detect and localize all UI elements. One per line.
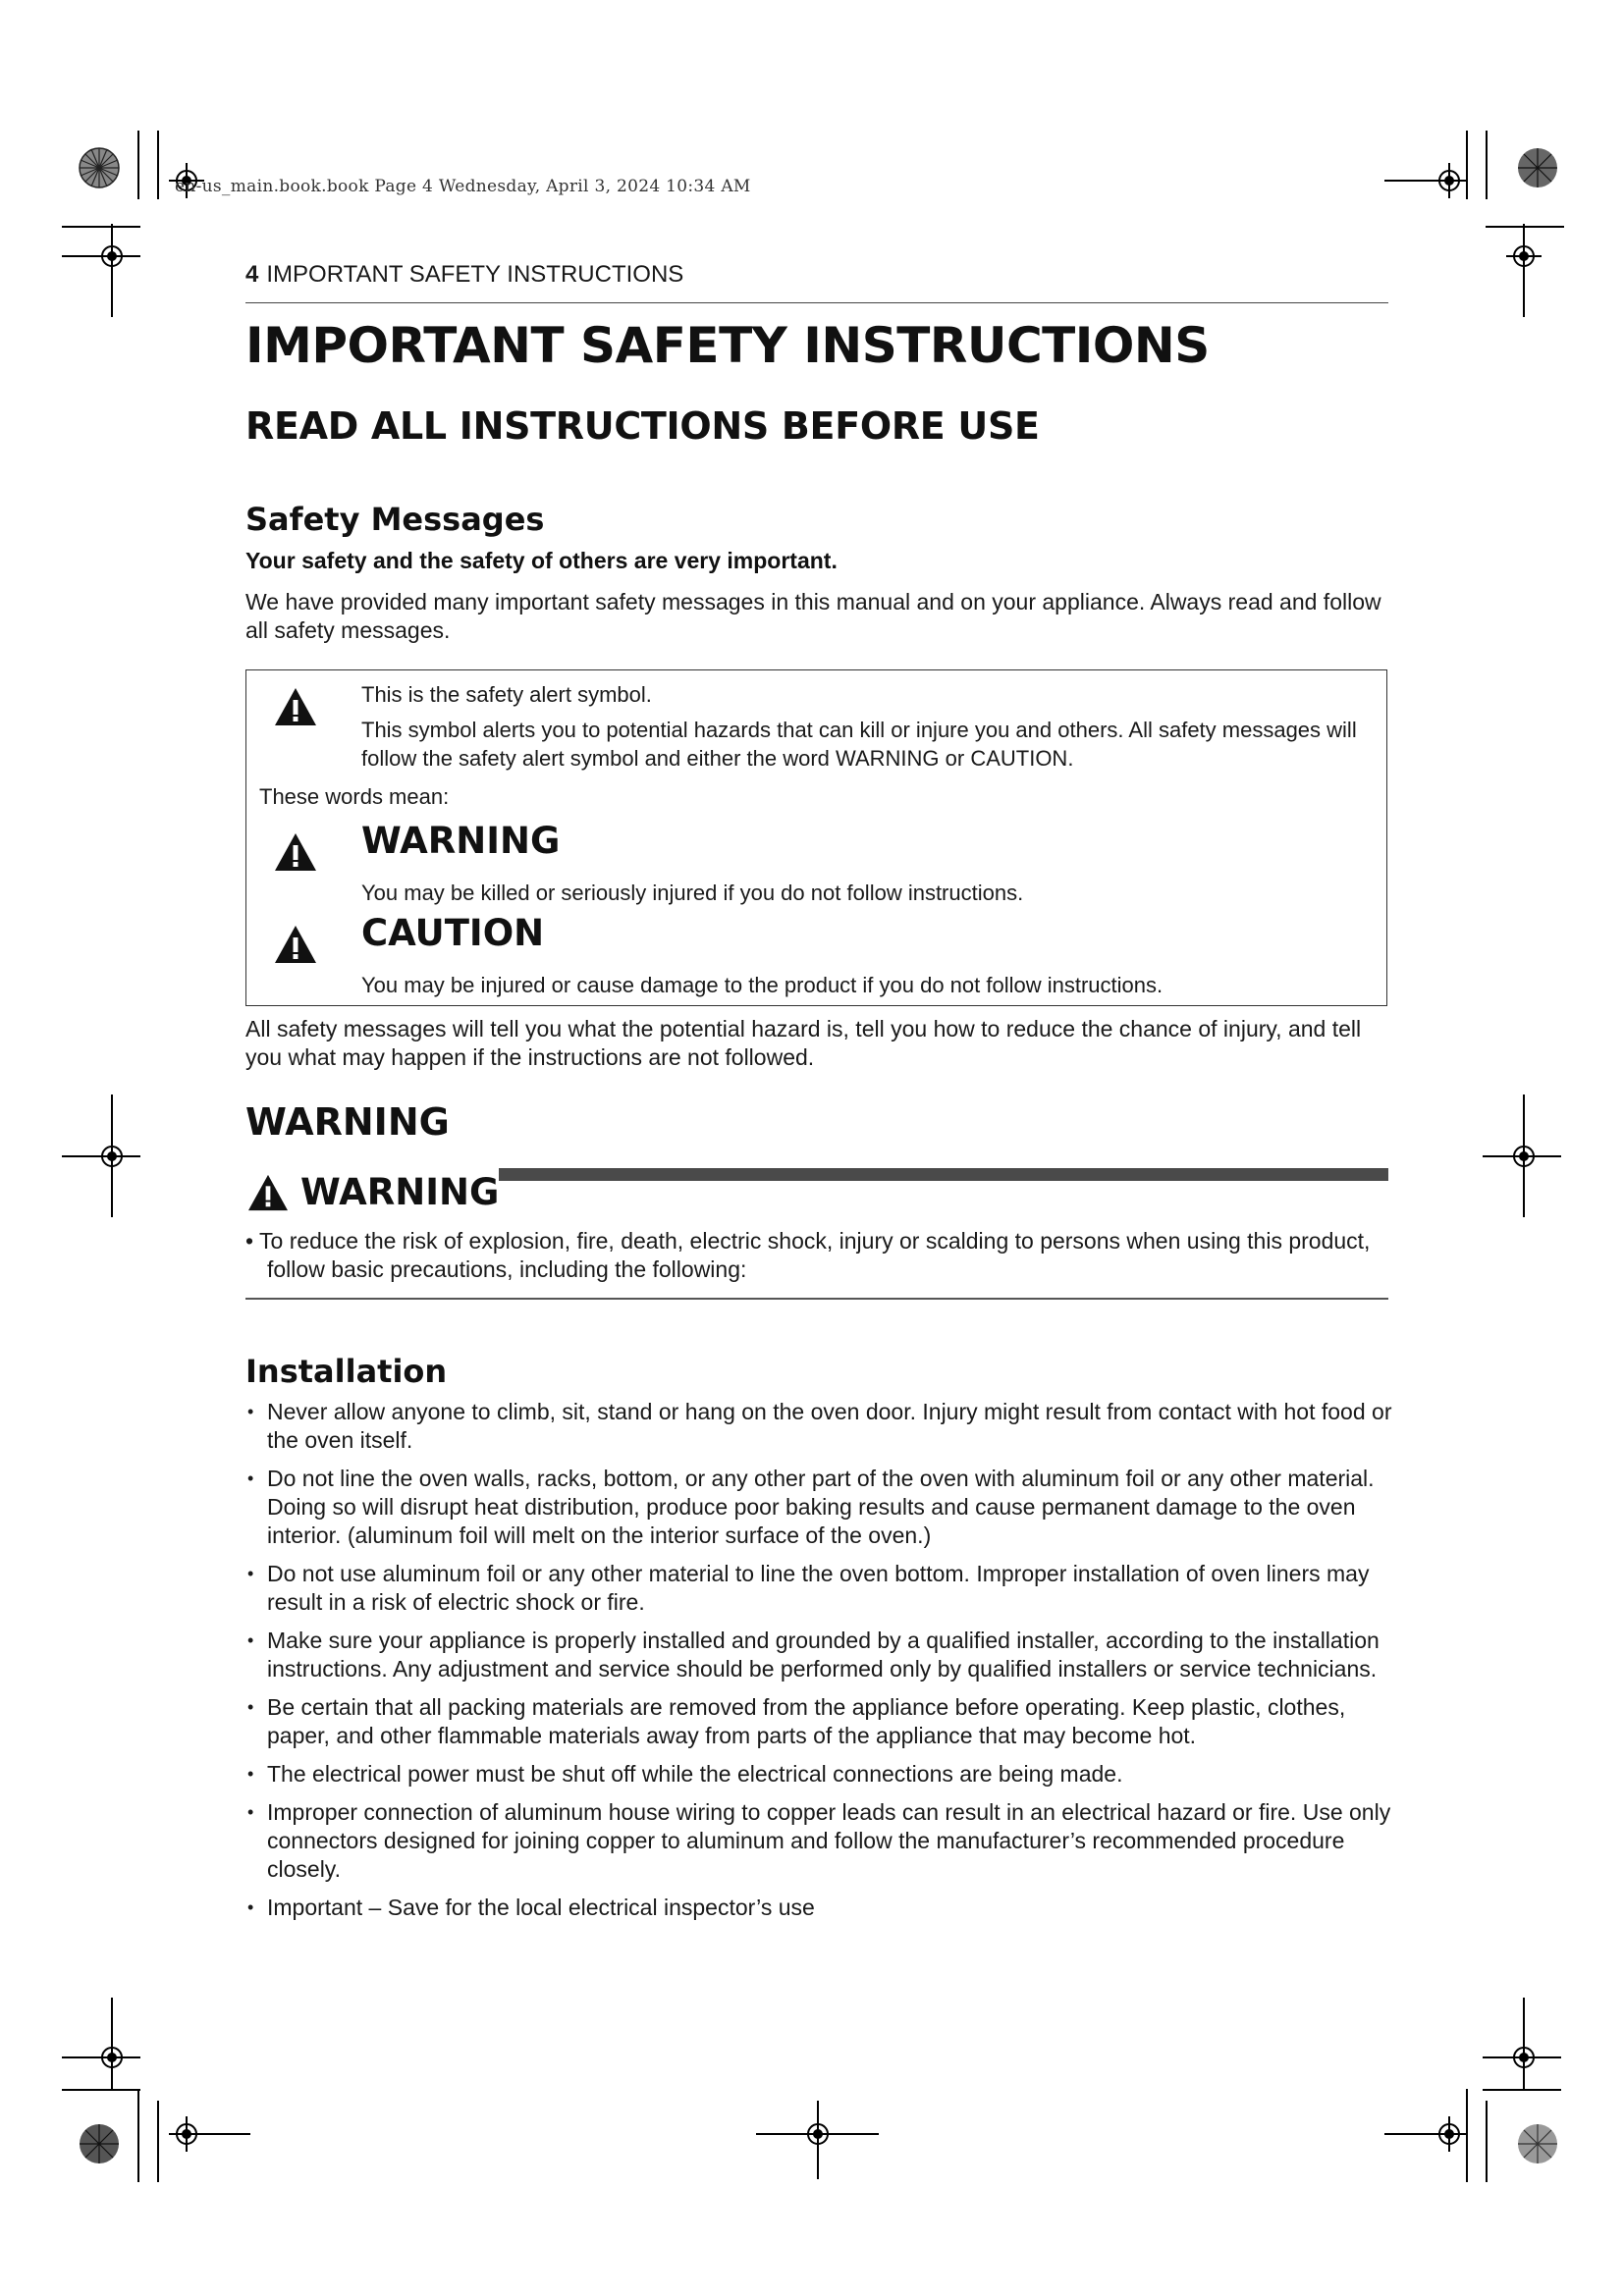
list-item: • Do not line the oven walls, racks, bottom, or any other part of the oven with aluminum foil or any other material. Doing so will disrupt heat distribution, produce poor baking results and cause permanent damage to the oven interior. (aluminum foil will melt on the interior surface of the oven.) bbox=[245, 1465, 1392, 1550]
color-bar-icon bbox=[79, 147, 120, 188]
words-mean: These words mean: bbox=[259, 784, 450, 809]
symbol-description: This symbol alerts you to potential hazards that can kill or injure you and others. All safety messages will follow the safety alert symbol and either the word WARNING or CAUTION. bbox=[361, 718, 1357, 771]
registration-mark-icon bbox=[169, 2116, 204, 2152]
registration-mark-icon bbox=[1432, 2116, 1467, 2152]
after-box-text: All safety messages will tell you what the potential hazard is, tell you how to reduce the chance of injury, and tell you what may happen if the instructions are not followed. bbox=[245, 1016, 1362, 1070]
list-item: • Do not use aluminum foil or any other material to line the oven bottom. Improper installation of oven liners may result in a risk of electric shock or fire. bbox=[245, 1560, 1392, 1617]
list-item: • Important – Save for the local electrical inspector’s use bbox=[245, 1894, 1392, 1922]
caution-description: You may be injured or cause damage to the product if you do not follow instructions. bbox=[361, 973, 1164, 997]
symbol-line: This is the safety alert symbol. bbox=[361, 682, 652, 707]
caution-signal-word: CAUTION bbox=[361, 912, 545, 954]
page-title: IMPORTANT SAFETY INSTRUCTIONS bbox=[245, 317, 1210, 374]
list-item: • Make sure your appliance is properly installed and grounded by a qualified installer, according to the installation instructions. Any adjustment and service should be performed only by qualified installers or service technicians. bbox=[245, 1627, 1392, 1683]
safety-bold-intro: Your safety and the safety of others are very important. bbox=[245, 548, 838, 573]
page-subtitle: READ ALL INSTRUCTIONS BEFORE USE bbox=[245, 404, 1040, 448]
running-head bbox=[245, 261, 683, 289]
page-number: 4 bbox=[245, 261, 259, 288]
warning-alert-icon bbox=[273, 831, 318, 873]
safety-messages-heading: Safety Messages bbox=[245, 501, 545, 538]
warning-bar bbox=[499, 1168, 1388, 1181]
header-divider bbox=[245, 302, 1388, 303]
installation-list bbox=[245, 1398, 1392, 1932]
color-bar-icon bbox=[1517, 147, 1558, 188]
warning-label-text: WARNING bbox=[300, 1171, 500, 1213]
warning-label bbox=[245, 1171, 499, 1213]
list-item: • The electrical power must be shut off while the electrical connections are being made. bbox=[245, 1760, 1392, 1789]
warning-text-content: To reduce the risk of explosion, fire, death, electric shock, injury or scalding to persons when using this product, follow basic precautions, including the following: bbox=[259, 1228, 1371, 1282]
registration-mark-icon bbox=[1432, 163, 1467, 198]
warning-signal-word: WARNING bbox=[361, 820, 561, 862]
warning-triangle-icon bbox=[245, 1173, 291, 1212]
warning-heading: WARNING bbox=[245, 1100, 450, 1144]
list-item: • Be certain that all packing materials are removed from the appliance before operating. Keep plastic, clothes, paper, and other flammable materials away from parts of the appliance that may become hot. bbox=[245, 1693, 1392, 1750]
list-item: • Never allow anyone to climb, sit, stand or hang on the oven door. Injury might result from contact with hot food or the oven itself. bbox=[245, 1398, 1392, 1455]
list-item: • Improper connection of aluminum house wiring to copper leads can result in an electrical hazard or fire. Use only connectors designed for joining copper to aluminum and follow the manufacturer’s recommended procedure closely. bbox=[245, 1798, 1392, 1884]
warning-divider bbox=[245, 1298, 1388, 1300]
safety-alert-box bbox=[245, 669, 1387, 1006]
caution-alert-icon bbox=[273, 924, 318, 965]
installation-heading: Installation bbox=[245, 1353, 448, 1390]
color-bar-icon bbox=[1517, 2123, 1558, 2164]
safety-alert-icon bbox=[273, 686, 318, 727]
warning-text: • To reduce the risk of explosion, fire, death, electric shock, injury or scalding to persons when using this product, follow basic precautions, including the following: bbox=[245, 1228, 1371, 1282]
safety-intro: We have provided many important safety messages in this manual and on your appliance. Always read and follow all safety messages. bbox=[245, 589, 1381, 643]
color-bar-icon bbox=[79, 2123, 120, 2164]
running-head-title: IMPORTANT SAFETY INSTRUCTIONS bbox=[266, 261, 684, 288]
print-slug: en-us_main.book.book Page 4 Wednesday, April 3, 2024 10:34 AM bbox=[175, 177, 751, 196]
warning-description: You may be killed or seriously injured if you do not follow instructions. bbox=[361, 881, 1024, 905]
